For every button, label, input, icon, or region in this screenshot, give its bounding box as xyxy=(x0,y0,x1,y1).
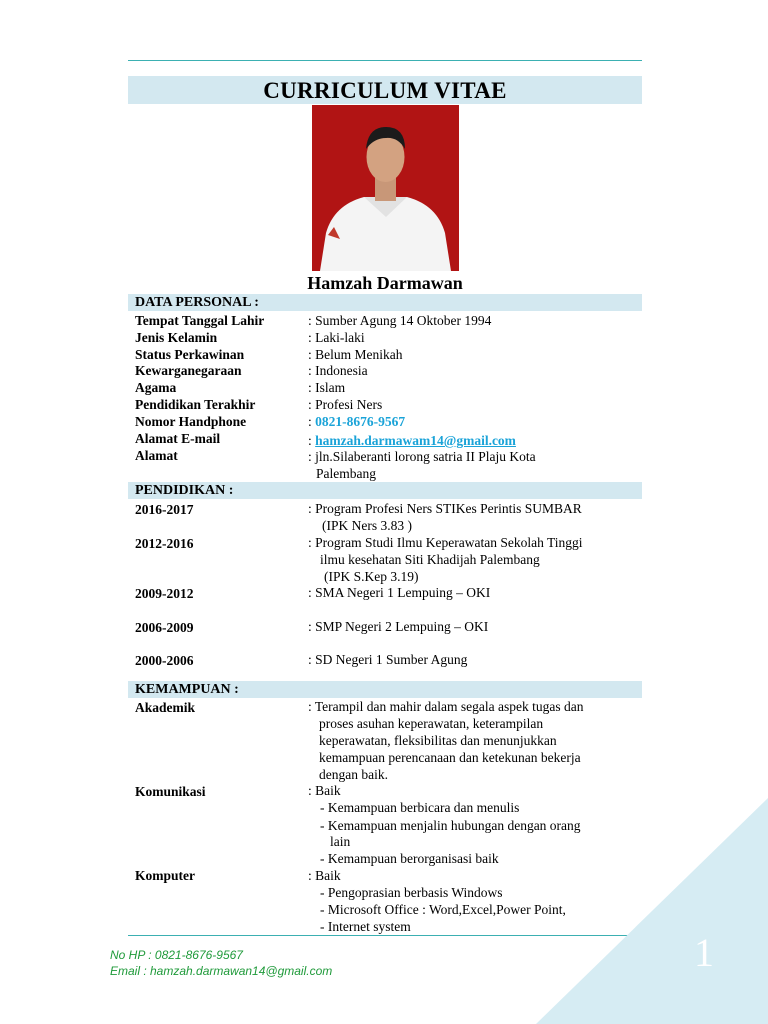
personal-value: : Profesi Ners xyxy=(308,397,383,412)
footer-email: Email : hamzah.darmawan14@gmail.com xyxy=(110,964,333,978)
personal-label: Nomor Handphone xyxy=(135,414,247,429)
skill-label-akademik: Akademik xyxy=(135,700,196,715)
colon-prefix: : xyxy=(308,414,316,429)
education-year: 2006-2009 xyxy=(135,620,194,635)
personal-value: : Laki-laki xyxy=(308,330,365,345)
document-title: CURRICULUM VITAE xyxy=(128,76,642,104)
education-line: (IPK S.Kep 3.19) xyxy=(324,569,419,584)
education-year: 2009-2012 xyxy=(135,586,194,601)
personal-label: Tempat Tanggal Lahir xyxy=(135,313,265,328)
education-line: : SMA Negeri 1 Lempuing – OKI xyxy=(308,585,491,600)
skill-line: proses asuhan keperawatan, keterampilan xyxy=(319,716,544,731)
personal-value-continued: Palembang xyxy=(316,466,376,481)
skill-line: dengan baik. xyxy=(319,767,388,782)
education-year: 2012-2016 xyxy=(135,536,194,551)
personal-label: Jenis Kelamin xyxy=(135,330,218,345)
section-header-personal: DATA PERSONAL : xyxy=(128,294,642,311)
skill-line: lain xyxy=(330,834,351,849)
skill-line: keperawatan, fleksibilitas dan menunjukkan xyxy=(319,733,557,748)
phone-number: 0821-8676-9567 xyxy=(315,414,406,429)
personal-value: : jln.Silaberanti lorong satria II Plaju Kota xyxy=(308,449,536,464)
personal-value: : Belum Menikah xyxy=(308,347,403,362)
education-line: ilmu kesehatan Siti Khadijah Palembang xyxy=(320,552,540,567)
skill-line: : Baik xyxy=(308,868,341,883)
personal-value: : Sumber Agung 14 Oktober 1994 xyxy=(308,313,492,328)
skill-label-komputer: Komputer xyxy=(135,868,195,883)
personal-label: Pendidikan Terakhir xyxy=(135,397,256,412)
person-name: Hamzah Darmawan xyxy=(307,273,463,293)
education-line: : SMP Negeri 2 Lempuing – OKI xyxy=(308,619,489,634)
section-header-skills: KEMAMPUAN : xyxy=(128,681,642,698)
email-link[interactable]: hamzah.darmawam14@gmail.com xyxy=(315,433,516,448)
skill-line: - Kemampuan berbicara dan menulis xyxy=(320,800,520,815)
education-line: : Program Studi Ilmu Keperawatan Sekolah Tinggi xyxy=(308,535,583,550)
personal-label: Alamat xyxy=(135,448,178,463)
skill-line: - Kemampuan berorganisasi baik xyxy=(320,851,499,866)
personal-label: Agama xyxy=(135,380,177,395)
education-year: 2016-2017 xyxy=(135,502,194,517)
education-line: : SD Negeri 1 Sumber Agung xyxy=(308,652,468,667)
personal-value: : Indonesia xyxy=(308,363,368,378)
personal-label: Alamat E-mail xyxy=(135,431,221,446)
footer-phone: No HP : 0821-8676-9567 xyxy=(110,948,243,962)
page-number: 1 xyxy=(694,930,714,975)
skill-line: : Terampil dan mahir dalam segala aspek tugas dan xyxy=(308,699,584,714)
education-line: (IPK Ners 3.83 ) xyxy=(322,518,412,533)
skill-line: - Internet system xyxy=(320,919,411,934)
colon-prefix: : xyxy=(308,433,316,448)
education-line: : Program Profesi Ners STIKes Perintis SUMBAR xyxy=(308,501,582,516)
skill-line: kemampuan perencanaan dan ketekunan bekerja xyxy=(319,750,581,765)
skill-line: : Baik xyxy=(308,783,341,798)
skill-label-komunikasi: Komunikasi xyxy=(135,784,206,799)
education-year: 2000-2006 xyxy=(135,653,194,668)
personal-label: Status Perkawinan xyxy=(135,347,245,362)
skill-line: - Kemampuan menjalin hubungan dengan orang xyxy=(320,818,581,833)
skill-line: - Pengoprasian berbasis Windows xyxy=(320,885,503,900)
skill-line: - Microsoft Office : Word,Excel,Power Point, xyxy=(320,902,566,917)
personal-value: : Islam xyxy=(308,380,346,395)
personal-label: Kewarganegaraan xyxy=(135,363,242,378)
section-header-education: PENDIDIKAN : xyxy=(128,482,642,499)
